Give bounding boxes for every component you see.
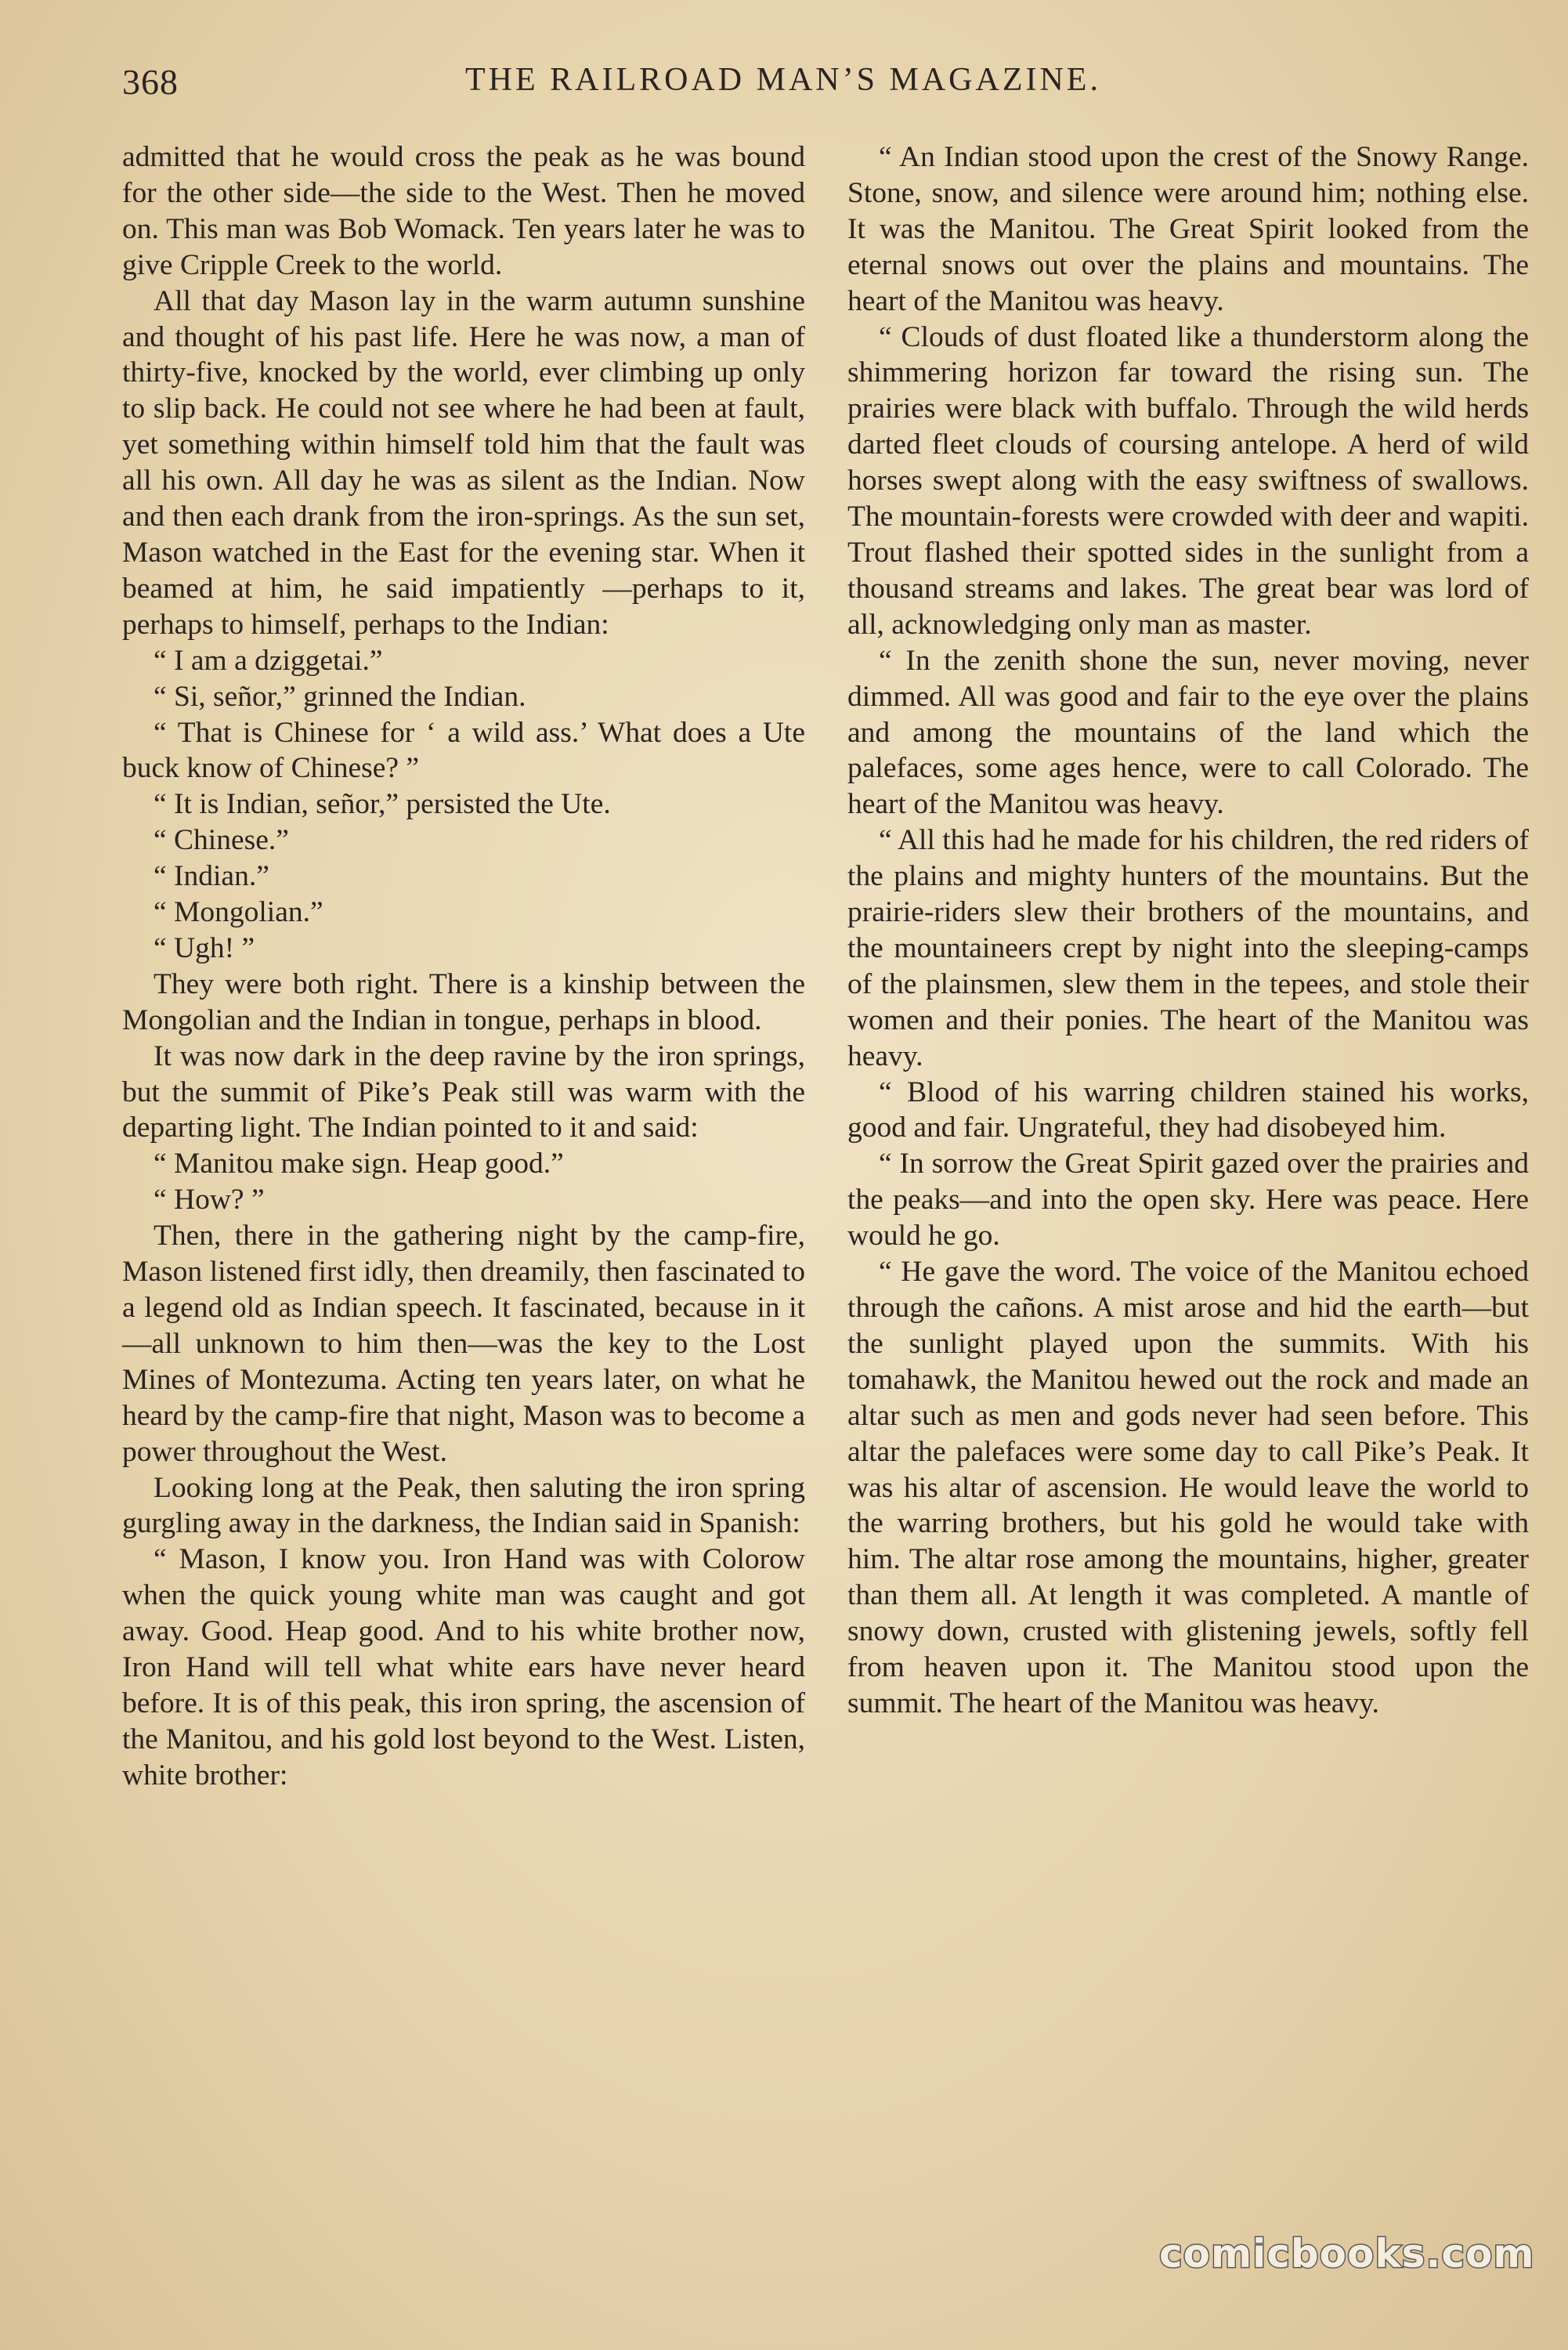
paragraph: “ Clouds of dust floated like a thunderstorm along the shimmering horizon far toward the rising sun. The prairies were black with buffalo. Through the wild herds darted fleet clouds of coursing antelope. A herd of wild horses swept along with the easy swiftness of swallows. The mountain-forests were crowded with deer and wapiti. Trout flashed their spotted sides in the sunlight from a thousand streams and lakes. The great bear was lord of all, acknowledging only man as master. [847, 320, 1529, 641]
paragraph: “ Indian.” [154, 860, 269, 893]
running-title: THE RAILROAD MAN’S MAGAZINE. [465, 62, 1101, 98]
page-header [122, 55, 1532, 118]
paragraph: “ In the zenith shone the sun, never moving, never dimmed. All was good and fair to the eye over the plains and among the mountains of the land which the palefaces, some ages hence, were to call Colorado. The heart of the Manitou was heavy. [847, 644, 1529, 821]
watermark-logo: comicbooks.com [1159, 2231, 1535, 2276]
paragraph: “ I am a dziggetai.” [154, 644, 383, 677]
paragraph: “ Si, señor,” grinned the Indian. [154, 680, 526, 713]
paragraph: “ That is Chinese for ‘ a wild ass.’ What does a Ute buck know of Chinese? ” [122, 716, 805, 785]
left-column [122, 139, 805, 1794]
paragraph: “ How? ” [154, 1184, 265, 1217]
paragraph: “ All this had he made for his children, the red riders of the plains and mighty hunters of the mountains. But the prairie-riders slew their brothers of the mountains, and the mountaineers crept by night into the sleeping-camps of the plainsmen, slew them in the tepees, and stole their women and their ponies. The heart of the Manitou was heavy. [847, 824, 1529, 1072]
paragraph: “ Blood of his warring children stained his works, good and fair. Ungrateful, they had disobeyed him. [847, 1076, 1529, 1144]
paragraph: Then, there in the gathering night by the camp-fire, Mason listened first idly, then dreamily, then fascinated to a legend old as Indian speech. It fascinated, because in it—all unknown to him then—was the key to the Lost Mines of Montezuma. Acting ten years later, on what he heard by the camp-fire that night, Mason was to become a power throughout the West. [122, 1220, 805, 1468]
paragraph: “ Mason, I know you. Iron Hand was with Colorow when the quick young white man was caught and got away. Good. Heap good. And to his white brother now, Iron Hand will tell what white ears have never heard before. It is of this peak, this iron spring, the ascension of the Manitou, and his gold lost beyond to the West. Listen, white brother: [122, 1543, 805, 1791]
paragraph: “ It is Indian, señor,” persisted the Ute. [154, 788, 611, 821]
paragraph: “ He gave the word. The voice of the Manitou echoed through the cañons. A mist arose and hid the earth—but the sunlight played upon the summits. With his tomahawk, the Manitou hewed out the rock and made an altar such as men and gods never had seen before. This altar the palefaces were some day to call Pike’s Peak. It was his altar of ascension. He would leave the world to the warring brothers, but his gold he would take with him. The altar rose among the mountains, higher, greater than them all. At length it was completed. A mantle of snowy down, crusted with glistening jewels, softly fell from heaven upon it. The Manitou stood upon the summit. The heart of the Manitou was heavy. [847, 1256, 1529, 1719]
paragraph: “ Chinese.” [154, 824, 289, 857]
paragraph: “ Manitou make sign. Heap good.” [154, 1148, 564, 1180]
page-number: 368 [122, 62, 179, 102]
paragraph: admitted that he would cross the peak as he was bound for the other side—the side to the West. Then he moved on. This man was Bob Womack. Ten years later he was to give Cripple Creek to the world. [122, 141, 805, 281]
right-column [847, 139, 1529, 1722]
paragraph: “ In sorrow the Great Spirit gazed over the prairies and the peaks—and into the open sky. Here was peace. Here would he go. [847, 1148, 1529, 1253]
paragraph: All that day Mason lay in the warm autumn sunshine and thought of his past life. Here he was now, a man of thirty-five, knocked by the world, ever climbing up only to slip back. He could not see where he had been at fault, yet something within himself told him that the fault was all his own. All day he was as silent as the Indian. Now and then each drank from the iron-springs. As the sun set, Mason watched in the East for the evening star. When it beamed at him, he said impatiently —perhaps to it, perhaps to himself, perhaps to the Indian: [122, 284, 805, 641]
paragraph: “ Ugh! ” [154, 931, 255, 964]
paragraph: It was now dark in the deep ravine by the iron springs, but the summit of Pike’s Peak still was warm with the departing light. The Indian pointed to it and said: [122, 1039, 805, 1144]
paragraph: They were both right. There is a kinship between the Mongolian and the Indian in tongue, perhaps in blood. [122, 967, 805, 1036]
paragraph: “ Mongolian.” [154, 896, 323, 929]
paragraph: Looking long at the Peak, then saluting the iron spring gurgling away in the darkness, the Indian said in Spanish: [122, 1471, 805, 1540]
paragraph: “ An Indian stood upon the crest of the Snowy Range. Stone, snow, and silence were around him; nothing else. It was the Manitou. The Great Spirit looked from the eternal snows out over the plains and mountains. The heart of the Manitou was heavy. [847, 141, 1529, 317]
